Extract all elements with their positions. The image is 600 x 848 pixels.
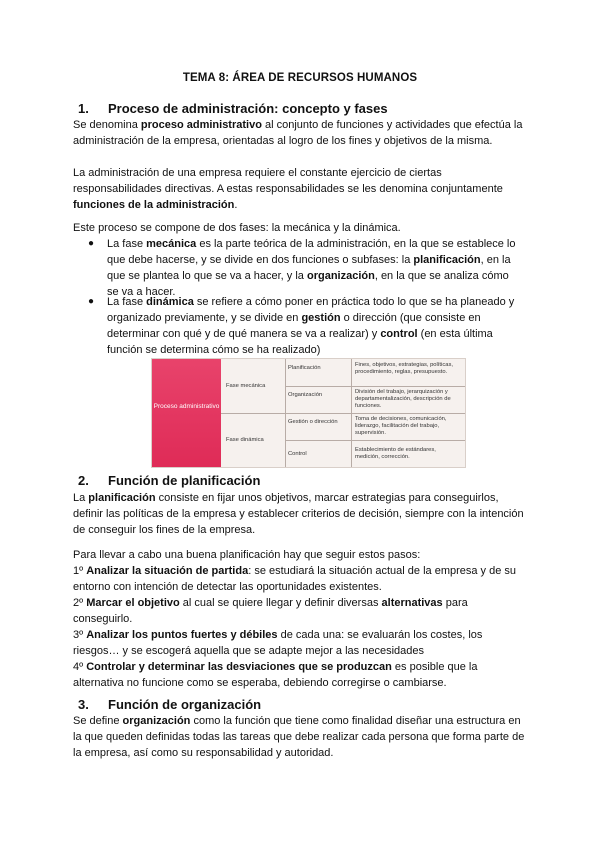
diagram-desc-gestion: Toma de decisiones, comunicación, liderazgo, facilitación del trabajo, supervisión.	[355, 416, 447, 436]
diagram-root-label: Proceso administrativo	[153, 403, 220, 410]
paragraph: Se denomina proceso administrativo al conjunto de funciones y actividades que efectúa la administración de la empresa, orientadas al logro de los fines y objetivos de la misma.	[73, 119, 523, 147]
bullet-icon: ●	[88, 238, 95, 249]
paragraph: Este proceso se compone de dos fases: la mecánica y la dinámica.	[73, 222, 401, 234]
document-title: TEMA 8: ÁREA DE RECURSOS HUMANOS	[182, 72, 418, 84]
diagram-desc-planificacion: Fines, objetivos, estrategias, políticas, procedimiento, reglas, presupuesto.	[355, 362, 453, 375]
document-page: TEMA 8: ÁREA DE RECURSOS HUMANOS 1. Proceso de administración: concepto y fases Se denomina proceso administrativo al conjunto de funciones y actividades que efectúa la administración de la empresa, orientadas al logro de los fines y objetivos de la misma. La administración de una empresa requiere el constante ejercicio de ciertas responsabilidades directivas. A estas responsabilidades se les denomina conjuntamente funciones de la administración. Este proceso se compone de dos fases: la mecánica y la dinámica. ● La fase mecánica es la parte teórica de la administración, en la que se establece lo que debe hacerse, y se divide en dos funciones o subfases: la planificación, en la que se plantea lo que se va a hacer, y la organización, en la que se analiza cómo se va a hacer. ● La fase dinámica se refiere a cómo poner en práctica todo lo que se ha planeado y organizado previamente, y se divide en gestión o dirección (que consiste en determinar con qué y de qué manera se va a realizar) y control (en esta última función se determina cómo se ha realizado) Proceso administrativo Fase mecánica Fase dinámica Planificación Organización Gestión o dirección Control Fines, objetivos, estrategias, políticas, procedimiento, reglas, presupuesto. División del trabajo, jerarquización y departamentalización, descripción de funciones. Toma de decisiones, comunicación, liderazgo, facilitación del trabajo, supervisión. Establecimiento de estándares, medición, corrección. 2. Función de planificación La planificación consiste en fijar unos objetivos, marcar estrategias para conseguirlos, definir las políticas de la empresa y establecer criterios de decisión, siempre con la intención de conseguir los fines de la empresa. Para llevar a cabo una buena planificación hay que seguir estos pasos: 1º Analizar la situación de partida: se estudiará la situación actual de la empresa y de su entorno con intención de detectar las oportunidades existentes. 2º Marcar el objetivo al cual se quiere llegar y definir diversas alternativas para conseguirlo. 3º Analizar los puntos fuertes y débiles de cada una: se evaluarán los costes, los riesgos… y se escogerá aquella que se adapte mejor a las necesidades 4º Controlar y determinar las desviaciones que se produzcan es posible que la alternativa no funcione como se esperaba, debiendo corregirse o cambiarse. 3. Función de organización Se define organización como la función que tiene como finalidad diseñar una estructura en la que queden definidas todas las tareas que debe realizar cada persona que forma parte de la empresa, así como su responsabilidad y autoridad.	[0, 0, 600, 848]
diagram-phase-dinamica: Fase dinámica	[226, 437, 264, 443]
bullet-icon: ●	[88, 296, 95, 307]
section-3-heading: 3. Función de organización	[78, 697, 262, 712]
diagram-desc-control: Establecimiento de estándares, medición, corrección.	[355, 447, 436, 460]
diagram-function-gestion: Gestión o dirección	[288, 419, 338, 425]
diagram-function-organizacion: Organización	[288, 392, 323, 398]
paragraph: Se define organización como la función que tiene como finalidad diseñar una estructura en la que queden definidas todas las tareas que debe realizar cada persona que forma parte de la empresa, así como su responsabilidad y autoridad.	[73, 715, 525, 759]
paragraph: Para llevar a cabo una buena planificación hay que seguir estos pasos: 1º Analizar la situación de partida: se estudiará la situación actual de la empresa y de su entorno con intención de detectar las oportunidades existentes. 2º Marcar el objetivo al cual se quiere llegar y definir diversas alternativas para conseguirlo. 3º Analizar los puntos fuertes y débiles de cada una: se evaluarán los costes, los riesgos… y se escogerá aquella que se adapte mejor a las necesidades 4º Controlar y determinar las desviaciones que se produzcan es posible que la alternativa no funcione como se esperaba, debiendo corregirse o cambiarse.	[73, 549, 517, 689]
diagram-phase-mecanica: Fase mecánica	[226, 383, 266, 389]
diagram-desc-organizacion: División del trabajo, jerarquización y departamentalización, descripción de funciones.	[355, 389, 451, 409]
paragraph: La administración de una empresa requiere el constante ejercicio de ciertas responsabilidades directivas. A estas responsabilidades se les denomina conjuntamente funciones de la administración.	[73, 167, 503, 211]
section-1-heading: 1. Proceso de administración: concepto y fases	[78, 101, 388, 116]
process-diagram	[151, 358, 466, 468]
diagram-function-planificacion: Planificación	[288, 365, 321, 371]
section-2-heading: 2. Función de planificación	[78, 473, 261, 488]
diagram-function-control: Control	[288, 451, 307, 457]
diagram-root-box	[152, 359, 221, 467]
paragraph: La planificación consiste en fijar unos objetivos, marcar estrategias para conseguirlos, definir las políticas de la empresa y establecer criterios de decisión, siempre con la intención de conseguir los fines de la empresa.	[73, 492, 524, 536]
